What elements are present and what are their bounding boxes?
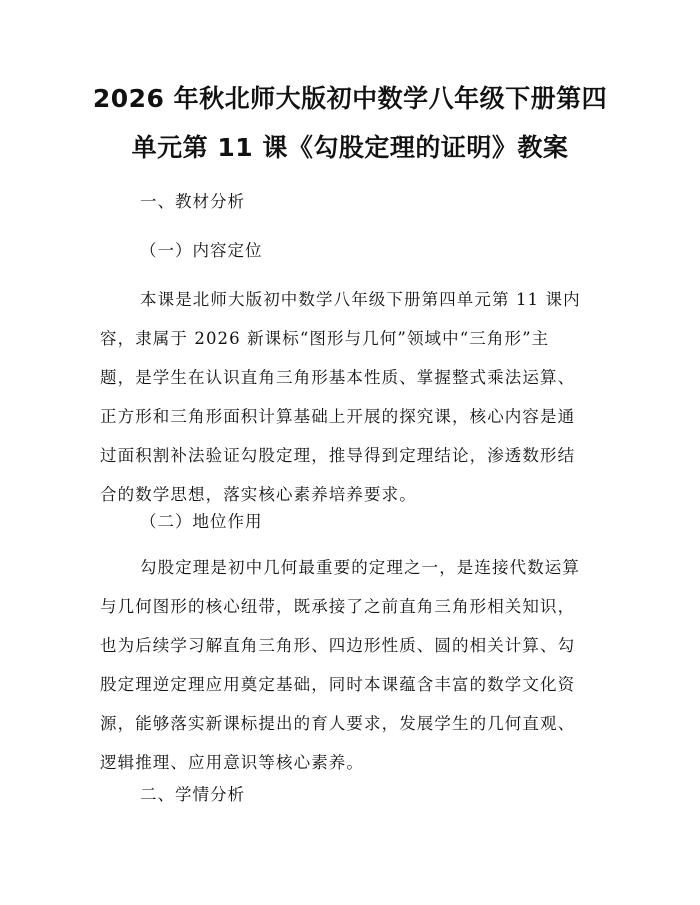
paragraph-content-positioning xyxy=(100,288,620,522)
document-title-line-2: 单元第 11 课《勾股定理的证明》教案 xyxy=(131,133,569,162)
subsection-heading-status-role: （二）地位作用 xyxy=(140,512,263,531)
paragraph-line: 股定理逆定理应用奠定基础，同时本课蕴含丰富的数学文化资 xyxy=(100,675,576,694)
paragraph-line: 也为后续学习解直角三角形、四边形性质、圆的相关计算、勾 xyxy=(100,636,576,655)
paragraph-line: 源，能够落实新课标提出的育人要求，发展学生的几何直观、 xyxy=(100,714,576,733)
paragraph-line: 题，是学生在认识直角三角形基本性质、掌握整式乘法运算、 xyxy=(100,368,576,387)
subsection-heading-content-positioning: （一）内容定位 xyxy=(140,241,263,260)
paragraph-line: 本课是北师大版初中数学八年级下册第四单元第 11 课内 xyxy=(140,290,581,309)
document-title-line-1: 2026 年秋北师大版初中数学八年级下册第四 xyxy=(92,84,608,113)
paragraph-line: 勾股定理是初中几何最重要的定理之一，是连接代数运算 xyxy=(140,558,580,577)
paragraph-line: 过面积割补法验证勾股定理，推导得到定理结论，渗透数形结 xyxy=(100,446,576,465)
paragraph-line: 合的数学思想，落实核心素养培养要求。 xyxy=(100,485,417,504)
section-heading-textbook-analysis: 一、教材分析 xyxy=(140,192,245,211)
paragraph-status-role xyxy=(100,556,620,790)
paragraph-line: 容，隶属于 2026 新课标“图形与几何”领域中“三角形”主 xyxy=(100,329,550,348)
section-heading-learner-analysis: 二、学情分析 xyxy=(140,785,245,804)
paragraph-line: 正方形和三角形面积计算基础上开展的探究课，核心内容是通 xyxy=(100,407,576,426)
paragraph-line: 逻辑推理、应用意识等核心素养。 xyxy=(100,753,364,772)
paragraph-line: 与几何图形的核心纽带，既承接了之前直角三角形相关知识， xyxy=(100,597,576,616)
